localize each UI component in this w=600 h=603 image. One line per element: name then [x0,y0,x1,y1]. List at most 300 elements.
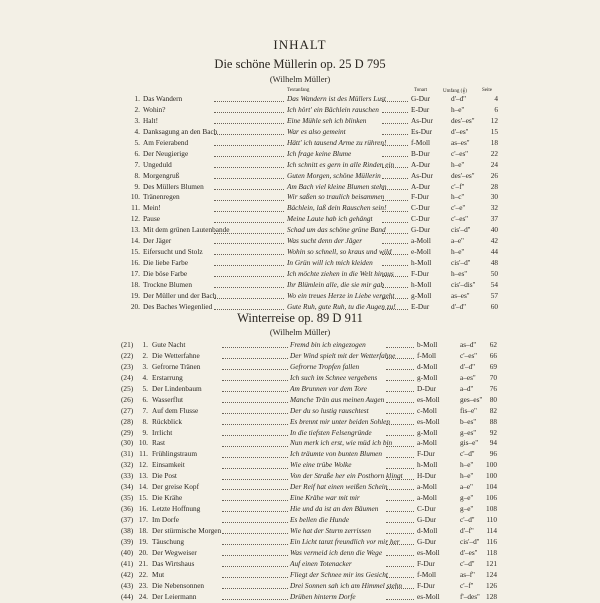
song-number: 15. [130,247,140,257]
dot-leader [386,402,414,403]
song-number: 23. [138,580,148,590]
table-row[interactable] [0,570,600,581]
page-number: 116 [486,536,497,546]
page-number: 57 [490,290,498,300]
dot-leader [386,588,414,589]
text-incipit: Meine Laute hab ich gehängt [287,214,373,224]
song-title: Das Wirtshaus [152,558,195,568]
overall-number: (31) [121,449,134,459]
overall-number: (28) [121,416,134,426]
text-incipit: Wie hat der Sturm zerrissen [290,525,372,535]
table-row[interactable] [0,116,600,127]
dot-leader [214,134,284,135]
song-key: C-Dur [417,504,436,514]
dot-leader [222,479,288,480]
table-row[interactable] [0,384,600,395]
song-key: f-Moll [417,569,437,579]
text-incipit: Hie und da ist an den Bäumen [290,504,379,514]
vocal-range: c'–d'' [460,558,475,568]
vocal-range: a–es'' [460,372,476,382]
table-row[interactable] [0,504,600,515]
song-number: 20. [130,301,140,311]
table-row[interactable] [0,269,600,280]
dot-leader [386,468,414,469]
song-number: 16. [138,504,148,514]
dot-leader [222,489,288,490]
page-number: 94 [489,438,497,448]
vocal-range: h–es'' [451,269,468,278]
table-row[interactable] [0,581,600,592]
song-title: Letzte Hoffnung [152,504,201,514]
song-number: 1. [134,94,140,103]
song-title: Mein! [143,203,161,213]
song-list-muellerin [0,94,600,313]
dot-leader [222,566,288,567]
page-number: 106 [486,493,497,503]
dot-leader [382,254,408,255]
vocal-range: c'–f'' [460,580,474,590]
table-row[interactable] [0,138,600,149]
song-key: F-Dur [417,558,435,568]
song-title: Der stürmische Morgen [152,525,222,535]
song-key: d-Moll [417,361,438,371]
overall-number: (23) [121,361,134,371]
song-key: h-Moll [411,258,432,268]
page-number: 60 [490,301,498,311]
song-key: a-Moll [417,482,437,492]
vocal-range: c'–es'' [460,350,477,360]
dot-leader [382,156,408,157]
text-incipit: Drüben hinterm Dorfe [290,591,356,601]
vocal-range: h–e'' [460,460,474,470]
dot-leader [222,424,288,425]
overall-number: (34) [121,482,134,492]
dot-leader [382,222,408,223]
table-row[interactable] [0,280,600,291]
vocal-range: d'–d'' [460,361,475,371]
song-title: Am Feierabend [143,137,189,147]
dot-leader [222,413,288,414]
song-number: 5. [134,137,140,147]
table-row[interactable] [0,362,600,373]
section-author-muellerin: (Wilhelm Müller) [269,74,331,84]
song-key: E-Dur [411,301,430,311]
vocal-range: a–e'' [451,236,464,246]
text-incipit: Es bellen die Hunde [290,515,349,524]
table-row[interactable] [0,373,600,384]
vocal-range: as–f'' [460,569,475,579]
song-number: 18. [138,525,148,535]
table-row[interactable] [0,515,600,526]
song-key: As-Dur [411,115,433,125]
text-incipit: Wo ein treues Herze in Liebe vergeht [287,290,395,300]
song-key: f-Moll [411,137,431,147]
song-key: C-Dur [411,203,430,213]
song-key: es-Moll [417,547,440,557]
dot-leader [386,380,414,381]
song-number: 1. [142,340,148,349]
dot-leader [222,588,288,589]
page-number: 66 [489,350,497,360]
table-row[interactable] [0,537,600,548]
table-row[interactable] [0,203,600,214]
page-number: 24 [490,159,498,169]
text-incipit: Am Brunnen vor dem Tore [290,383,367,393]
page-number: 15 [490,126,498,136]
song-number: 13. [138,471,148,481]
vocal-range: c'–d'' [460,515,475,524]
table-row[interactable] [0,258,600,269]
song-key: G-Dur [411,94,431,103]
dot-leader [382,265,408,266]
song-number: 22. [138,569,148,579]
song-title: Die Nebensonnen [152,580,205,590]
table-row[interactable] [0,214,600,225]
dot-leader [222,358,288,359]
table-row[interactable] [0,247,600,258]
overall-number: (36) [121,504,134,514]
song-number: 14. [138,482,148,492]
page-number: 88 [489,416,497,426]
page-number: 22 [490,148,498,158]
song-key: a-Moll [417,493,437,503]
table-row[interactable] [0,438,600,449]
text-incipit: Bächlein, laß dein Rauschen sein! [287,203,387,213]
overall-number: (42) [121,569,134,579]
song-title: Tränenregen [143,192,180,202]
dot-leader [382,211,408,212]
table-row[interactable] [0,449,600,460]
vocal-range: h–e'' [451,104,465,114]
dot-leader [382,298,408,299]
page-number: 28 [490,181,498,191]
page-number: 54 [490,279,498,289]
song-title: Der Neugierige [143,148,189,158]
overall-number: (27) [121,405,134,415]
page-number: 44 [490,247,498,257]
dot-leader [214,265,284,266]
text-incipit: Fliegt der Schnee mir ins Gesicht [290,569,388,579]
page-number: 121 [486,558,497,568]
dot-leader [222,533,288,534]
section-author-winterreise: (Wilhelm Müller) [269,327,331,337]
page-title: INHALT [273,37,327,52]
page-number: 126 [486,580,497,590]
page-number: 104 [486,482,497,492]
vocal-range: d'–es'' [460,547,478,557]
overall-number: (41) [121,558,134,568]
song-key: Es-Dur [411,126,433,136]
song-number: 10. [138,438,148,448]
text-incipit: Ich hört' ein Bächlein rauschen [287,104,379,114]
song-number: 16. [130,258,140,268]
text-incipit: Gefrorne Tropfen fallen [290,361,360,371]
page-number: 32 [490,203,498,213]
page-number: 108 [486,504,497,514]
overall-number: (21) [121,340,134,349]
dot-leader [214,101,284,102]
song-number: 6. [142,394,148,404]
text-incipit: Wohin so schnell, so kraus und wild [287,247,392,257]
vocal-range: c'–es'' [451,214,468,224]
dot-leader [382,145,408,146]
table-row[interactable] [0,94,600,105]
overall-number: (24) [121,372,134,382]
song-number: 8. [142,416,148,426]
song-number: 12. [138,460,148,470]
song-title: Die Wetterfahne [152,350,200,360]
song-title: Gute Nacht [152,340,186,349]
song-title: Die böse Farbe [143,269,188,278]
dot-leader [386,347,414,348]
song-list-winterreise [0,340,600,603]
vocal-range: g–e'' [460,493,474,503]
page-number: 128 [486,591,497,601]
song-title: Wohin? [143,104,166,114]
page-number: 70 [489,372,497,382]
dot-leader [382,123,408,124]
page-number: 96 [489,449,497,459]
song-title: Der Müller und der Bach [143,290,217,300]
song-title: Das Wandern [143,94,183,103]
text-incipit: Es brennt mir unter beiden Sohlen [290,416,391,426]
overall-number: (25) [121,383,134,393]
table-row[interactable] [0,526,600,537]
text-incipit: Wir saßen so traulich beisammen [287,192,385,202]
song-title: Rast [152,438,165,448]
vocal-range: fis–e'' [460,405,477,415]
vocal-range: ges–es'' [460,394,483,404]
dot-leader [214,233,284,234]
text-incipit: Auf einen Totenacker [290,558,352,568]
page-number: 42 [490,236,498,246]
song-number: 2. [142,350,148,360]
song-title: Im Dorfe [152,515,179,524]
overall-number: (30) [121,438,134,448]
dot-leader [386,391,414,392]
page-number: 118 [486,547,497,557]
table-row[interactable] [0,105,600,116]
text-incipit: Nun merk ich erst, wie müd ich bin [290,438,393,448]
table-row[interactable] [0,340,600,351]
vocal-range: d'–d'' [451,301,466,311]
song-title: Trockne Blumen [143,279,192,289]
dot-leader [382,309,408,310]
song-number: 18. [130,279,140,289]
dot-leader [386,369,414,370]
text-incipit: Der du so lustig rauschtest [290,405,369,415]
text-incipit: Guten Morgen, schöne Müllerin [287,170,381,180]
text-incipit: Manche Trän aus meinen Augen [290,394,385,404]
text-incipit: Ihr Blümlein alle, die sie mir gab [287,279,385,289]
table-row[interactable] [0,149,600,160]
text-incipit: Ich frage keine Blume [287,148,352,158]
page-number: 82 [489,405,497,415]
song-title: Die Post [152,471,177,481]
song-key: e-Moll [411,247,431,257]
vocal-range: h–e'' [451,159,465,169]
table-row[interactable] [0,406,600,417]
vocal-range: c'–e'' [451,203,466,213]
page-number: 62 [489,340,497,349]
table-row[interactable] [0,395,600,406]
song-key: es-Moll [417,416,440,426]
song-key: F-Dur [411,269,429,278]
vocal-range: cis'–d'' [451,258,471,268]
page-number: 92 [489,427,497,437]
column-header-key: Tonart [414,88,427,93]
vocal-range: c'–f'' [451,181,465,191]
text-incipit: Fremd bin ich eingezogen [290,340,366,349]
song-title: Der Jäger [143,236,172,246]
vocal-range: d'–es'' [451,126,469,136]
song-key: A-Dur [411,159,431,169]
dot-leader [386,479,414,480]
song-number: 7. [134,159,140,169]
dot-leader [214,123,284,124]
song-key: G-Dur [417,515,437,524]
song-number: 20. [138,547,148,557]
table-row[interactable] [0,493,600,504]
table-row[interactable] [0,417,600,428]
song-title: Gefrorne Tränen [152,361,201,371]
section-title-winterreise: Winterreise op. 89 D 911 [237,311,363,325]
page-number: 100 [486,460,497,470]
song-title: Frühlingstraum [152,449,197,459]
table-row[interactable] [0,460,600,471]
vocal-range: des'–es'' [451,170,475,180]
song-title: Eifersucht und Stolz [143,247,203,257]
vocal-range: cis'–d'' [451,225,471,235]
table-row[interactable] [0,160,600,171]
text-incipit: War es also gemeint [287,126,346,136]
table-row[interactable] [0,192,600,203]
table-row[interactable] [0,236,600,247]
song-title: Des Baches Wiegenlied [143,301,213,311]
page-number: 30 [490,192,498,202]
table-row[interactable] [0,291,600,302]
dot-leader [386,555,414,556]
text-incipit: In die tiefsten Felsengründe [290,427,372,437]
page-number: 124 [486,569,497,579]
song-title: Des Müllers Blumen [143,181,204,191]
page-number: 40 [490,225,498,235]
table-row[interactable] [0,559,600,570]
table-row[interactable] [0,171,600,182]
table-row[interactable] [0,127,600,138]
table-row[interactable] [0,592,600,603]
dot-leader [222,380,288,381]
song-number: 12. [130,214,140,224]
vocal-range: des'–es'' [451,115,475,125]
vocal-range: cis'–d'' [460,536,480,546]
song-key: g-Moll [411,290,432,300]
dot-leader [222,369,288,370]
song-key: c-Moll [417,405,437,415]
vocal-range: d'–f'' [460,525,474,535]
table-row[interactable] [0,471,600,482]
page-number: 12 [490,115,498,125]
text-incipit: Eine Krähe war mit mir [290,493,360,503]
song-title: Täuschung [152,536,185,546]
dot-leader [386,544,414,545]
dot-leader [222,522,288,523]
song-number: 6. [134,148,140,158]
table-row[interactable] [0,182,600,193]
dot-leader [382,200,408,201]
song-title: Einsamkeit [152,460,185,470]
dot-leader [214,200,284,201]
vocal-range: h–e'' [451,247,465,257]
text-incipit: Gute Ruh, gute Ruh, tu die Augen zu! [287,301,396,311]
text-incipit: Ich möchte ziehen in die Welt hinaus [287,269,394,278]
song-number: 3. [134,115,140,125]
vocal-range: gis–e'' [460,438,479,448]
dot-leader [386,522,414,523]
page-number: 69 [489,361,497,371]
section-title-muellerin: Die schöne Müllerin op. 25 D 795 [214,57,386,71]
text-incipit: Wie eine trübe Wolke [290,460,352,470]
song-number: 13. [130,225,140,235]
dot-leader [222,457,288,458]
song-number: 17. [130,269,140,278]
dot-leader [386,358,414,359]
song-title: Der Lindenbaum [152,383,202,393]
table-row[interactable] [0,548,600,559]
dot-leader [382,189,408,190]
vocal-range: d'–d'' [451,94,466,103]
page-number: 114 [486,525,497,535]
overall-number: (43) [121,580,134,590]
song-number: 10. [130,192,140,202]
overall-number: (29) [121,427,134,437]
vocal-range: h–c'' [451,192,465,202]
text-incipit: Was sucht denn der Jäger [287,236,363,246]
vocal-range: c'–es'' [451,148,468,158]
page-number: 37 [490,214,498,224]
dot-leader [214,287,284,288]
song-title: Pause [143,214,161,224]
table-row[interactable] [0,428,600,439]
song-key: es-Moll [417,591,440,601]
dot-leader [214,309,284,310]
vocal-range: as–es'' [451,137,470,147]
song-key: E-Dur [411,104,430,114]
song-key: F-Dur [417,580,435,590]
song-title: Mit dem grünen Lautenbande [143,225,230,235]
dot-leader [222,446,288,447]
table-row[interactable] [0,225,600,236]
dot-leader [222,511,288,512]
page-number: 26 [490,170,498,180]
overall-number: (38) [121,525,134,535]
overall-number: (26) [121,394,134,404]
vocal-range: g–es'' [460,427,477,437]
song-number: 11. [139,449,148,459]
song-key: a-Moll [411,236,431,246]
table-row[interactable] [0,351,600,362]
page-number: 80 [489,394,497,404]
table-row[interactable] [0,482,600,493]
vocal-range: b–es'' [460,416,477,426]
text-incipit: Ich such im Schnee vergebens [290,372,378,382]
text-incipit: Von der Straße her ein Posthorn klingt [290,471,403,481]
text-incipit: Das Wandern ist des Müllers Lust [287,94,386,103]
song-title: Die Krähe [152,493,183,503]
song-title: Rückblick [152,416,182,426]
song-title: Ungeduld [143,159,172,169]
song-number: 2. [134,104,140,114]
